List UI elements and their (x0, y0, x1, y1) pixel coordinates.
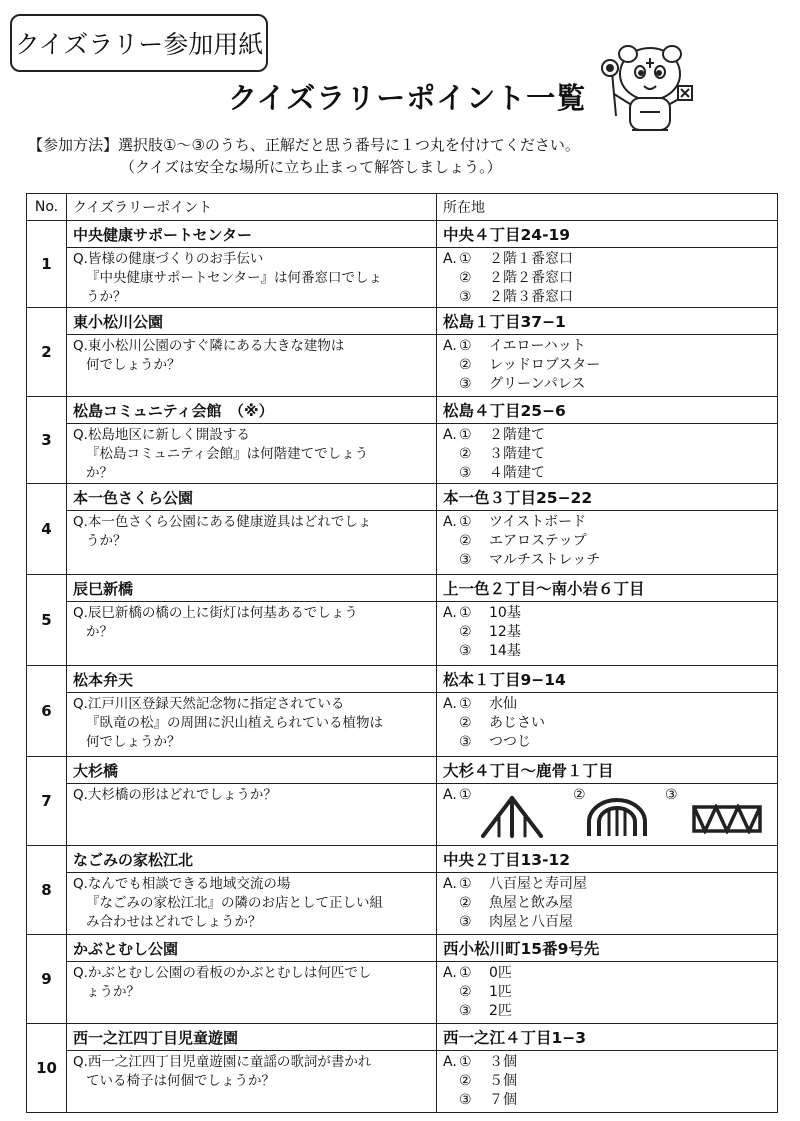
point-address: 松島１丁目37−1 (437, 308, 778, 335)
question-line: Q.松島地区に新しく開設する (73, 427, 250, 443)
question-line: Q.なんでも相談できる地域交流の場 (73, 876, 291, 892)
answer-option[interactable] (443, 1091, 771, 1110)
answer-cell (437, 873, 778, 935)
quiz-question-row (27, 1051, 778, 1113)
quiz-question-row (27, 602, 778, 666)
answer-text: 12基 (489, 624, 521, 640)
answer-text: ２階１番窓口 (489, 251, 573, 267)
quiz-question-row (27, 873, 778, 935)
answer-text: つつじ (489, 734, 531, 750)
form-badge: クイズラリー参加用紙 (10, 14, 268, 72)
answer-option[interactable] (443, 250, 771, 269)
answer-prefix: A. (443, 605, 457, 621)
question-line: うか？ (86, 533, 127, 549)
instructions (28, 134, 580, 178)
answer-number: ② (459, 533, 472, 549)
question-cell (67, 602, 437, 666)
answer-number: ③ (459, 643, 472, 659)
point-address: 松島４丁目25−6 (437, 397, 778, 424)
answer-option[interactable] (443, 375, 771, 394)
quiz-point-row (27, 308, 778, 335)
answer-number: ① (459, 696, 472, 712)
answer-text: 2匹 (489, 1003, 512, 1019)
point-number: 1 (27, 221, 67, 308)
question-line: Q.本一色さくら公園にある健康遊具はどれでしょ (73, 514, 372, 530)
quiz-point-row (27, 484, 778, 511)
answer-cell (437, 602, 778, 666)
question-line: 『臥竜の松』の周囲に沢山植えられている植物は (86, 715, 383, 731)
quiz-question-row (27, 693, 778, 757)
answer-option[interactable] (443, 1053, 771, 1072)
answer-text: 0匹 (489, 965, 512, 981)
answer-prefix: A. (443, 965, 457, 981)
answer-text: ツイストボード (489, 514, 587, 530)
answer-number: ③ (459, 1003, 472, 1019)
question-cell (67, 335, 437, 397)
bridge-options (443, 786, 771, 842)
point-name: なごみの家松江北 (67, 846, 437, 873)
point-address: 松本１丁目9−14 (437, 666, 778, 693)
answer-text: 1匹 (489, 984, 512, 1000)
point-number: 7 (27, 757, 67, 846)
answer-text: ２階建て (489, 427, 545, 443)
quiz-question-row (27, 784, 778, 846)
answer-option[interactable] (443, 875, 771, 894)
answer-prefix: A. (443, 338, 457, 354)
point-number: 2 (27, 308, 67, 397)
point-address: 中央２丁目13-12 (437, 846, 778, 873)
answer-option[interactable] (443, 445, 771, 464)
point-number: 3 (27, 397, 67, 484)
answer-prefix: A. (443, 427, 457, 443)
question-line: 何でしょうか？ (86, 734, 181, 750)
answer-number: ③ (459, 552, 472, 568)
answer-text: エアロステップ (489, 533, 587, 549)
answer-text: ７個 (489, 1092, 517, 1108)
point-name: 西一之江四丁目児童遊園 (67, 1024, 437, 1051)
answer-option[interactable] (443, 695, 771, 714)
answer-number[interactable]: ③ (665, 787, 678, 803)
point-name: 本一色さくら公園 (67, 484, 437, 511)
question-line: 『松島コミュニティ会館』は何階建てでしょう (86, 446, 369, 462)
answer-number: ① (459, 514, 472, 530)
answer-option[interactable] (443, 464, 771, 483)
point-name: 松本弁天 (67, 666, 437, 693)
answer-number: ① (459, 876, 472, 892)
answer-cell (437, 511, 778, 575)
answer-cell (437, 248, 778, 308)
question-cell (67, 1051, 437, 1113)
question-cell (67, 693, 437, 757)
answer-number: ① (459, 338, 472, 354)
answer-text: ５個 (489, 1073, 517, 1089)
quiz-question-row (27, 248, 778, 308)
point-address: 上一色２丁目～南小岩６丁目 (437, 575, 778, 602)
answer-option[interactable] (443, 604, 771, 623)
mascot-character-icon (592, 38, 698, 142)
point-address: 中央４丁目24-19 (437, 221, 778, 248)
question-line: ょうか？ (86, 984, 140, 1000)
question-line: Q.東小松川公園のすぐ隣にある大きな建物は (73, 338, 345, 354)
answer-number: ① (459, 251, 472, 267)
answer-cell (437, 693, 778, 757)
answer-cell (437, 335, 778, 397)
instructions-line-2: （クイズは安全な場所に立ち止まって解答しましょう。） (120, 158, 502, 176)
answer-number: ③ (459, 1092, 472, 1108)
point-address: 大杉４丁目～鹿骨１丁目 (437, 757, 778, 784)
answer-number: ② (459, 446, 472, 462)
quiz-point-row (27, 846, 778, 873)
answer-number: ② (459, 715, 472, 731)
point-number: 10 (27, 1024, 67, 1113)
question-line: うか？ (86, 289, 127, 305)
quiz-question-row (27, 424, 778, 484)
point-name: 辰巳新橋 (67, 575, 437, 602)
answer-number: ③ (459, 734, 472, 750)
answer-option[interactable] (443, 513, 771, 532)
quiz-question-row (27, 335, 778, 397)
answer-option[interactable] (443, 894, 771, 913)
point-address: 西一之江４丁目1−3 (437, 1024, 778, 1051)
point-name: 大杉橋 (67, 757, 437, 784)
answer-option[interactable] (443, 532, 771, 551)
answer-option[interactable] (443, 288, 771, 307)
answer-text: 魚屋と飲み屋 (489, 895, 573, 911)
point-name: かぶとむし公園 (67, 935, 437, 962)
question-cell (67, 424, 437, 484)
header-point: クイズラリーポイント (67, 194, 437, 221)
page-title: クイズラリーポイント一覧 (228, 81, 587, 115)
cable-stayed-bridge-icon[interactable] (479, 794, 545, 838)
question-line: Q.西一之江四丁目児童遊園に童謡の歌詞が書かれ (73, 1054, 372, 1070)
question-line: Q.大杉橋の形はどれでしょうか？ (73, 787, 277, 803)
answer-prefix: A. (443, 1054, 457, 1070)
point-name: 松島コミュニティ会館 （※） (67, 397, 437, 424)
answer-text: あじさい (489, 715, 545, 731)
answer-text: 水仙 (489, 696, 517, 712)
answer-number: ② (459, 270, 472, 286)
answer-number: ② (459, 357, 472, 373)
answer-text: ２階３番窓口 (489, 289, 573, 305)
answer-number: ② (459, 984, 472, 1000)
answer-number: ③ (459, 465, 472, 481)
answer-text: ３個 (489, 1054, 517, 1070)
answer-option[interactable] (443, 714, 771, 733)
answer-prefix: A. (443, 514, 457, 530)
question-cell (67, 784, 437, 846)
instructions-line-1: 【参加方法】選択肢①～③のうち、正解だと思う番号に１つ丸を付けてください。 (28, 136, 580, 154)
answer-option[interactable] (443, 733, 771, 752)
answer-cell (437, 962, 778, 1024)
question-line: 『なごみの家松江北』の隣のお店として正しい組 (86, 895, 383, 911)
quiz-point-row (27, 935, 778, 962)
quiz-point-row (27, 221, 778, 248)
point-number: 4 (27, 484, 67, 575)
point-address: 本一色３丁目25−22 (437, 484, 778, 511)
answer-text: ３階建て (489, 446, 545, 462)
question-line: か？ (86, 465, 113, 481)
answer-option[interactable] (443, 337, 771, 356)
point-number: 6 (27, 666, 67, 757)
answer-number: ② (459, 895, 472, 911)
answer-number: ① (459, 427, 472, 443)
answer-text: ４階建て (489, 465, 545, 481)
answer-cell (437, 1051, 778, 1113)
answer-text: 肉屋と八百屋 (489, 914, 573, 930)
answer-text: マルチストレッチ (489, 552, 601, 568)
question-line: Q.皆様の健康づくりのお手伝い (73, 251, 264, 267)
question-line: 『中央健康サポートセンター』は何番窓口でしょ (86, 270, 383, 286)
answer-prefix: A. (443, 696, 457, 712)
answer-option[interactable] (443, 983, 771, 1002)
header-no: No. (27, 194, 67, 221)
answer-text: レッドロブスター (489, 357, 601, 373)
answer-cell (437, 424, 778, 484)
answer-option[interactable] (443, 269, 771, 288)
answer-text: ２階２番窓口 (489, 270, 573, 286)
question-line: み合わせはどれでしょうか？ (86, 914, 262, 930)
answer-number: ① (459, 605, 472, 621)
answer-option[interactable] (443, 1072, 771, 1091)
point-name: 東小松川公園 (67, 308, 437, 335)
answer-number: ② (459, 1073, 472, 1089)
answer-option[interactable] (443, 1002, 771, 1021)
answer-prefix: A. (443, 876, 457, 892)
answer-option[interactable] (443, 642, 771, 661)
question-cell (67, 962, 437, 1024)
question-line: か？ (86, 624, 113, 640)
quiz-question-row (27, 962, 778, 1024)
quiz-point-row (27, 397, 778, 424)
answer-number: ① (459, 1054, 472, 1070)
answer-number: ① (459, 965, 472, 981)
point-number: 5 (27, 575, 67, 666)
answer-text: グリーンパレス (489, 376, 586, 392)
arch-bridge-icon[interactable] (585, 796, 649, 838)
answer-number[interactable]: ② (573, 787, 586, 803)
quiz-point-row (27, 757, 778, 784)
table-header-row (27, 194, 778, 221)
answer-option[interactable] (443, 623, 771, 642)
answer-number: ③ (459, 376, 472, 392)
question-cell (67, 511, 437, 575)
answer-prefix: A. (443, 787, 457, 803)
answer-prefix: A. (443, 251, 457, 267)
answer-number[interactable]: ① (459, 787, 472, 803)
quiz-question-row (27, 511, 778, 575)
quiz-point-row (27, 666, 778, 693)
answer-option[interactable] (443, 551, 771, 570)
answer-option[interactable] (443, 356, 771, 375)
question-line: Q.かぶとむし公園の看板のかぶとむしは何匹でし (73, 965, 372, 981)
quiz-point-row (27, 575, 778, 602)
header-location: 所在地 (437, 194, 778, 221)
answer-option[interactable] (443, 964, 771, 983)
answer-text: 八百屋と寿司屋 (489, 876, 587, 892)
answer-text: 14基 (489, 643, 521, 659)
point-name: 中央健康サポートセンター (67, 221, 437, 248)
question-line: Q.辰巳新橋の橋の上に街灯は何基あるでしょう (73, 605, 358, 621)
quiz-points-table (26, 193, 778, 1113)
question-cell (67, 873, 437, 935)
point-address: 西小松川町15番9号先 (437, 935, 778, 962)
answer-number: ③ (459, 914, 472, 930)
question-line: ている椅子は何個でしょうか？ (86, 1073, 275, 1089)
answer-option[interactable] (443, 426, 771, 445)
answer-number: ② (459, 624, 472, 640)
truss-bridge-icon[interactable] (691, 804, 763, 834)
point-number: 8 (27, 846, 67, 935)
question-line: 何でしょうか？ (86, 357, 181, 373)
quiz-point-row (27, 1024, 778, 1051)
point-number: 9 (27, 935, 67, 1024)
answer-text: 10基 (489, 605, 521, 621)
answer-cell (437, 784, 778, 846)
question-cell (67, 248, 437, 308)
answer-number: ③ (459, 289, 472, 305)
answer-option[interactable] (443, 913, 771, 932)
answer-text: イエローハット (489, 338, 586, 354)
question-line: Q.江戸川区登録天然記念物に指定されている (73, 696, 345, 712)
